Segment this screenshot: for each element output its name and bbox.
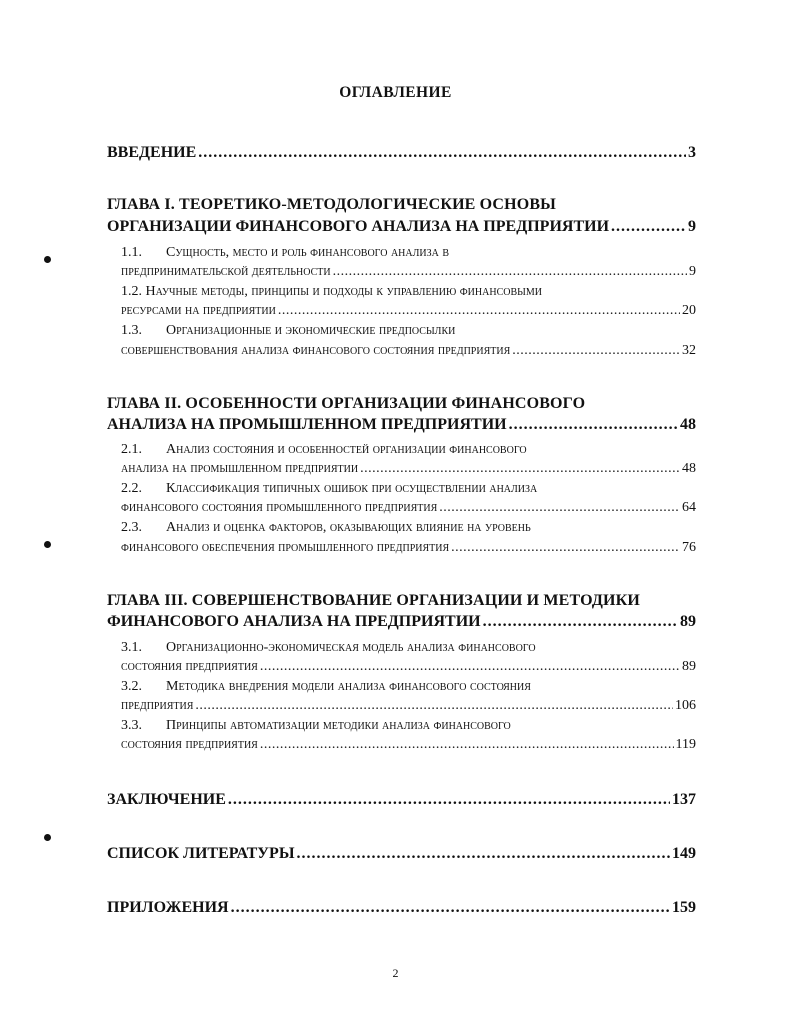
chapter-1-heading: ГЛАВА I. ТЕОРЕТИКО-МЕТОДОЛОГИЧЕСКИЕ ОСНОВЫ — [107, 196, 557, 213]
toc-entry-label: ПРИЛОЖЕНИЯ — [107, 899, 229, 916]
leader-dots — [297, 845, 670, 863]
leader-dots — [439, 500, 680, 516]
chapter-3-heading-cont: ФИНАНСОВОГО АНАЛИЗА НА ПРЕДПРИЯТИИ — [107, 613, 481, 630]
toc-page-number: 89 — [680, 613, 696, 630]
section-1-1-title-cont: предпринимательской деятельности — [121, 264, 331, 279]
toc-entry-section-3-2[interactable] — [121, 698, 696, 714]
toc-page-number: 119 — [675, 737, 696, 752]
chapter-2-heading-cont: АНАЛИЗА НА ПРОМЫШЛЕННОМ ПРЕДПРИЯТИИ — [107, 416, 507, 433]
toc-entry-conclusion[interactable] — [107, 791, 696, 809]
section-3-3-title-cont: состояния предприятия — [121, 737, 258, 752]
toc-entry-section-3-3[interactable] — [121, 737, 696, 753]
leader-dots — [509, 416, 678, 434]
page-number: 2 — [392, 966, 399, 980]
toc-page-number: 137 — [672, 791, 696, 808]
section-3-1-title: 3.1. Организационно-экономическая модель анализа финансового — [121, 640, 536, 655]
toc-page-number: 89 — [682, 659, 696, 674]
leader-dots — [512, 343, 680, 359]
scan-spot — [44, 541, 51, 548]
toc-entry-references[interactable] — [107, 845, 696, 863]
toc-entry-section-2-2[interactable] — [121, 500, 696, 516]
section-1-3-title: 1.3. Организационные и экономические предпосылки — [121, 323, 456, 338]
section-1-2-title: 1.2. Научные методы, принципы и подходы к управлению финансовыми — [121, 284, 542, 299]
section-3-2-title: 3.2. Методика внедрения модели анализа финансового состояния — [121, 679, 531, 694]
toc-page-number: 48 — [682, 461, 696, 476]
leader-dots — [198, 144, 686, 162]
section-2-1-title-cont: анализа на промышленном предприятии — [121, 461, 359, 476]
toc-page-number: 149 — [672, 845, 696, 862]
chapter-2-heading: ГЛАВА II. ОСОБЕННОСТИ ОРГАНИЗАЦИИ ФИНАНСОВОГО — [107, 395, 586, 412]
toc-entry-section-2-3[interactable] — [121, 540, 696, 556]
section-3-1-title-cont: состояния предприятия — [121, 659, 258, 674]
toc-page-number: 106 — [675, 698, 696, 713]
toc-entry-chapter-3[interactable] — [107, 613, 696, 631]
toc-page-number: 64 — [682, 500, 696, 515]
leader-dots — [611, 218, 686, 236]
toc-page-number: 9 — [688, 218, 696, 235]
section-3-3-title: 3.3. Принципы автоматизации методики анализа финансового — [121, 718, 511, 733]
leader-dots — [278, 303, 680, 319]
section-2-3-title: 2.3. Анализ и оценка факторов, оказывающих влияние на уровень — [121, 520, 531, 535]
toc-page-number: 76 — [682, 540, 696, 555]
toc-entry-appendices[interactable] — [107, 899, 696, 917]
scan-spot — [44, 256, 51, 263]
section-3-2-title-cont: предприятия — [121, 698, 194, 713]
section-1-3-title-cont: совершенствования анализа финансового состояния предприятия — [121, 343, 511, 358]
leader-dots — [483, 613, 678, 631]
section-2-3-title-cont: финансового обеспечения промышленного предприятия — [121, 540, 450, 555]
toc-page-number: 9 — [689, 264, 696, 279]
leader-dots — [360, 461, 680, 477]
toc-entry-chapter-2[interactable] — [107, 416, 696, 434]
section-2-2-title: 2.2. Классификация типичных ошибок при осуществлении анализа — [121, 481, 538, 496]
toc-page-number: 48 — [680, 416, 696, 433]
toc-entry-introduction[interactable] — [107, 144, 696, 162]
page-title: ОГЛАВЛЕНИЕ — [339, 84, 452, 101]
toc-entry-section-1-3[interactable] — [121, 343, 696, 359]
leader-dots — [451, 540, 680, 556]
toc-page-number: 159 — [672, 899, 696, 916]
chapter-3-heading: ГЛАВА III. СОВЕРШЕНСТВОВАНИЕ ОРГАНИЗАЦИИ И МЕТОДИКИ — [107, 592, 640, 609]
section-1-1-title: 1.1. Сущность, место и роль финансового анализа в — [121, 245, 450, 260]
section-2-1-title: 2.1. Анализ состояния и особенностей организации финансового — [121, 442, 527, 457]
toc-entry-chapter-1[interactable] — [107, 218, 696, 236]
toc-entry-section-3-1[interactable] — [121, 659, 696, 675]
toc-entry-label: СПИСОК ЛИТЕРАТУРЫ — [107, 845, 295, 862]
leader-dots — [195, 698, 673, 714]
scan-spot — [44, 834, 51, 841]
toc-entry-section-1-1[interactable] — [121, 264, 696, 280]
leader-dots — [260, 737, 674, 753]
toc-entry-section-1-2[interactable] — [121, 303, 696, 319]
leader-dots — [260, 659, 680, 675]
toc-page-number: 3 — [688, 144, 696, 161]
leader-dots — [231, 899, 670, 917]
toc-entry-section-2-1[interactable] — [121, 461, 696, 477]
toc-page-number: 20 — [682, 303, 696, 318]
toc-entry-label: ВВЕДЕНИЕ — [107, 144, 197, 161]
toc-entry-label: ЗАКЛЮЧЕНИЕ — [107, 791, 226, 808]
leader-dots — [333, 264, 687, 280]
section-1-2-title-cont: ресурсами на предприятии — [121, 303, 276, 318]
leader-dots — [228, 791, 670, 809]
section-2-2-title-cont: финансового состояния промышленного предприятия — [121, 500, 438, 515]
toc-page-number: 32 — [682, 343, 696, 358]
chapter-1-heading-cont: ОРГАНИЗАЦИИ ФИНАНСОВОГО АНАЛИЗА НА ПРЕДПРИЯТИИ — [107, 218, 610, 235]
